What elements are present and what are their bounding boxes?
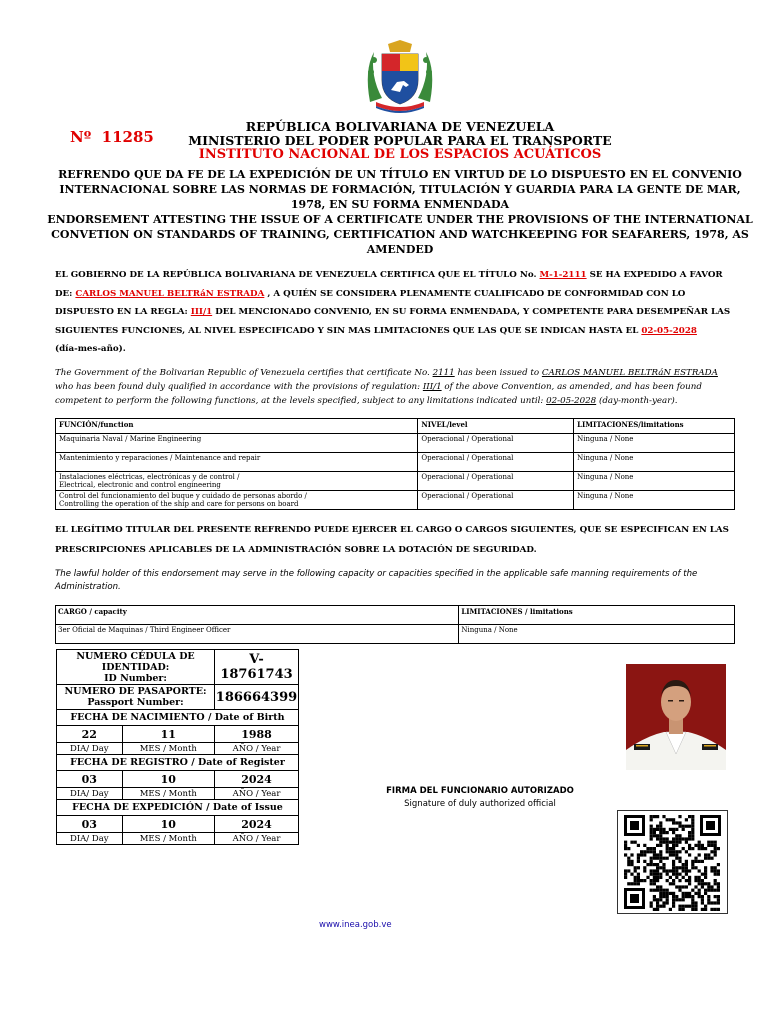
year-label: AÑO / Year	[215, 833, 299, 845]
month-label: MES / Month	[122, 833, 214, 845]
birth-year: 1988	[215, 726, 299, 743]
signature-title: FIRMA DEL FUNCIONARIO AUTORIZADO	[386, 786, 574, 796]
function-text: Control del funcionamiento del buque y cuidado de personas abordo /	[59, 492, 307, 500]
function-text-en: Controlling the operation of the ship and care for persons on board	[59, 500, 299, 508]
qr-code-icon	[617, 810, 728, 914]
passport-label-line: NUMERO DE PASAPORTE:	[64, 686, 207, 697]
level-cell: Operacional / Operational	[418, 453, 574, 472]
capacity-table	[55, 605, 735, 644]
month-label: MES / Month	[122, 788, 214, 800]
limitation-cell: Ninguna / None	[574, 491, 735, 510]
title-es-1: REFRENDO QUE DA FE DE LA EXPEDICIÓN DE UN TÍTULO EN VIRTUD DE LO DISPUESTO EN EL CONVENIO	[58, 168, 742, 181]
certificate-number-label: Nº	[70, 128, 92, 146]
birth-month: 11	[122, 726, 214, 743]
functions-header-row	[56, 419, 735, 434]
level-cell: Operacional / Operational	[418, 472, 574, 491]
certificate-number: 11285	[101, 128, 154, 146]
id-label-line: ID Number:	[104, 672, 167, 684]
title-es-3: 1978, EN SU FORMA ENMENDADA	[290, 198, 510, 211]
table-row	[56, 434, 735, 453]
function-cell	[56, 453, 418, 472]
register-month: 10	[122, 771, 214, 788]
statement-es-text: SIGUIENTES FUNCIONES, AL NIVEL ESPECIFICADO Y SIN MAS LIMITACIONES QUE LAS QUE SE INDICAN HASTA EL	[55, 325, 639, 336]
day-label: DIA/ Day	[57, 788, 123, 800]
statement-en-text: (day-month-year).	[598, 396, 678, 406]
title-number-value: M-1-2111	[539, 270, 587, 280]
statement-es-text: DISPUESTO EN LA REGLA:	[55, 307, 188, 317]
level-cell: Operacional / Operational	[418, 434, 574, 453]
issue-year: 2024	[215, 816, 299, 833]
statement-es-text: , A QUIÉN SE CONSIDERA PLENAMENTE CUALIFICADO DE CONFORMIDAD CON LO	[267, 288, 686, 299]
register-date-label: FECHA DE REGISTRO / Date of Register	[57, 755, 299, 771]
signature-block	[340, 786, 620, 809]
issue-month: 10	[122, 816, 214, 833]
holder-en-line: Administration.	[55, 582, 121, 592]
holder-photo	[626, 664, 726, 770]
regulation-value: III/1	[190, 307, 213, 317]
day-label: DIA/ Day	[57, 833, 123, 845]
statement-en-text: competent to perform the following functions, at the levels specified, subject to any limitations indicated until:	[55, 396, 544, 406]
expiry-date: 02-05-2028	[641, 325, 697, 336]
statement-es-text: (día-mes-año).	[55, 344, 126, 354]
title-es-2: INTERNACIONAL SOBRE LAS NORMAS DE FORMACIÓN, TITULACIÓN Y GUARDIA PARA LA GENTE DE MAR,	[59, 183, 741, 196]
institute-name: INSTITUTO NACIONAL DE LOS ESPACIOS ACUÁTICOS	[198, 147, 602, 162]
limitation-cell: Ninguna / None	[574, 453, 735, 472]
document-title	[40, 167, 760, 257]
register-day: 03	[57, 771, 123, 788]
statement-en-text: of the above Convention, as amended, and has been found	[444, 382, 702, 392]
passport-value: 186664399	[215, 685, 299, 710]
limitation-cell: Ninguna / None	[574, 472, 735, 491]
function-cell	[56, 491, 418, 510]
statement-es-text: EL GOBIERNO DE LA REPÚBLICA BOLIVARIANA DE VENEZUELA CERTIFICA QUE EL TÍTULO No.	[55, 270, 537, 280]
expiry-en: 02-05-2028	[546, 396, 597, 406]
statement-es-text: SE HA EXPEDIDO A FAVOR	[589, 270, 723, 280]
year-label: AÑO / Year	[215, 743, 299, 755]
limitation-cell: Ninguna / None	[574, 434, 735, 453]
function-text: Mantenimiento y reparaciones / Maintenance and repair	[59, 454, 261, 462]
level-cell: Operacional / Operational	[418, 491, 574, 510]
capacity-header-row	[56, 606, 735, 625]
capacity-cell: 3er Oficial de Maquinas / Third Engineer Officer	[56, 625, 459, 644]
id-number-label	[57, 650, 215, 685]
table-row	[56, 491, 735, 510]
functions-table	[55, 418, 735, 510]
function-text-en: Electrical, electronic and control engineering	[59, 481, 221, 489]
title-en-1: ENDORSEMENT ATTESTING THE ISSUE OF A CERTIFICATE UNDER THE PROVISIONS OF THE INTERNATIONAL	[47, 213, 753, 226]
col-level: NIVEL/level	[418, 419, 574, 434]
title-en-2: CONVETION ON STANDARDS OF TRAINING, CERTIFICATION AND WATCHKEEPING FOR SEAFARERS, 1978, AS	[51, 228, 749, 241]
col-function: FUNCIÓN/function	[56, 419, 418, 434]
holder-es-line: EL LEGÍTIMO TITULAR DEL PRESENTE REFRENDO PUEDE EJERCER EL CARGO O CARGOS SIGUIENTES, QUE SE ESPECIFICAN EN LAS	[55, 525, 729, 535]
col-capacity: CARGO / capacity	[56, 606, 459, 625]
statement-en	[55, 366, 745, 408]
passport-label-line: Passport Number:	[87, 697, 184, 708]
capacity-limitation-cell: Ninguna / None	[459, 625, 735, 644]
col-limitations: LIMITACIONES/limitations	[574, 419, 735, 434]
function-cell	[56, 434, 418, 453]
month-label: MES / Month	[122, 743, 214, 755]
table-row	[56, 453, 735, 472]
holder-name: CARLOS MANUEL BELTRáN ESTRADA	[75, 288, 265, 299]
issue-day: 03	[57, 816, 123, 833]
cert-number-en: 2111	[432, 368, 455, 378]
day-label: DIA/ Day	[57, 743, 123, 755]
republic-name: REPÚBLICA BOLIVARIANA DE VENEZUELA	[245, 119, 555, 134]
holder-statement-en	[55, 568, 745, 594]
holder-es-line: PRESCRIPCIONES APLICABLES DE LA ADMINISTRACIÓN SOBRE LA DOTACIÓN DE SEGURIDAD.	[55, 545, 537, 555]
statement-en-text: The Government of the Bolivarian Republic of Venezuela certifies that certificate No.	[55, 368, 430, 378]
holder-name-en: CARLOS MANUEL BELTRáN ESTRADA	[541, 368, 718, 378]
table-row	[56, 472, 735, 491]
function-cell	[56, 472, 418, 491]
birth-day: 22	[57, 726, 123, 743]
issue-date-label: FECHA DE EXPEDICIÓN / Date of Issue	[57, 800, 299, 816]
footer-url-link[interactable]: www.inea.gob.ve	[319, 920, 392, 930]
ministry-name: MINISTERIO DEL PODER POPULAR PARA EL TRANSPORTE	[188, 133, 612, 148]
table-row	[56, 625, 735, 644]
id-label-line: IDENTIDAD:	[101, 661, 170, 673]
statement-es-text: DE:	[55, 288, 73, 299]
holder-statement-es	[55, 520, 745, 560]
statement-en-text: who has been found duly qualified in accordance with the provisions of regulation:	[55, 382, 421, 392]
id-number-value: V-18761743	[215, 650, 299, 685]
birth-date-label: FECHA DE NACIMIENTO / Date of Birth	[57, 710, 299, 726]
regulation-en: III/1	[422, 382, 442, 392]
identity-box	[56, 649, 299, 845]
title-en-3: AMENDED	[366, 243, 434, 256]
function-text: Instalaciones eléctricas, electrónicas y de control /	[59, 473, 240, 481]
holder-en-line: The lawful holder of this endorsement may serve in the following capacity or capacities specified in the applicable safe manning requirements of the	[55, 569, 698, 579]
statement-es	[55, 266, 745, 359]
coat-of-arms-icon	[362, 40, 438, 114]
col-capacity-limitations: LIMITACIONES / limitations	[459, 606, 735, 625]
statement-en-text: has been issued to	[457, 368, 540, 378]
passport-label	[57, 685, 215, 710]
year-label: AÑO / Year	[215, 788, 299, 800]
function-text: Maquinaria Naval / Marine Engineering	[59, 435, 202, 443]
statement-es-text: DEL MENCIONADO CONVENIO, EN SU FORMA ENMENDADA, Y COMPETENTE PARA DESEMPEÑAR LAS	[215, 307, 731, 317]
register-year: 2024	[215, 771, 299, 788]
signature-subtitle: Signature of duly authorized official	[404, 799, 556, 809]
id-label-line: NUMERO CÉDULA DE	[76, 650, 195, 662]
